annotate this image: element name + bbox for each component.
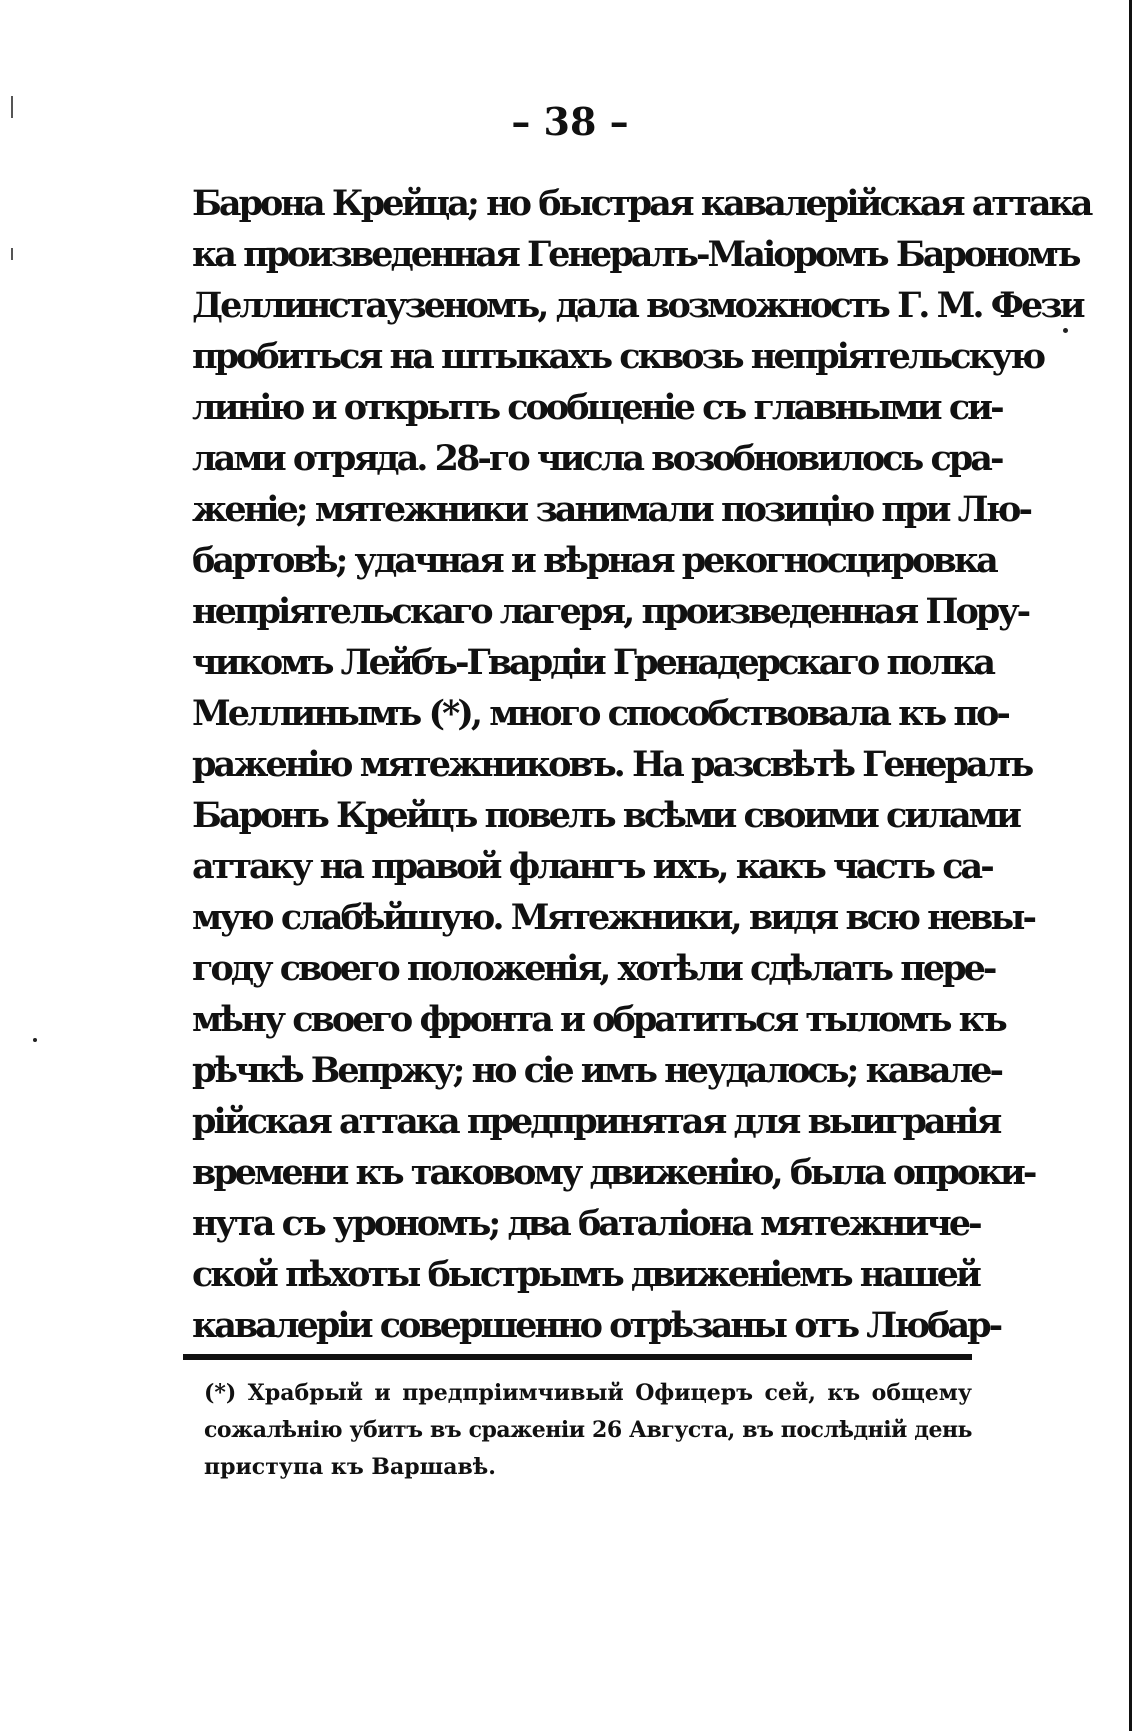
footnote-line: (*) Храбрый и предпріимчивый Офицеръ сей, къ общему: [204, 1380, 972, 1406]
text-line: бартовѣ; удачная и вѣрная рекогносцировка: [192, 540, 996, 581]
margin-mark: [11, 248, 13, 260]
text-line: ской пѣхоты быстрымъ движеніемъ нашей: [192, 1254, 979, 1295]
text-line: нута съ урономъ; два баталіона мятежниче-: [192, 1203, 980, 1244]
text-line: пробиться на штыкахъ сквозь непріятельскую: [192, 336, 1044, 377]
text-line: году своего положенія, хотѣли сдѣлать пере-: [192, 948, 995, 989]
ink-speck: [33, 1038, 37, 1042]
text-line: лами отряда. 28-го числа возобновилось сра-: [192, 438, 1002, 479]
text-line: непріятельскаго лагеря, произведенная Пору-: [192, 591, 1029, 632]
text-line: кавалеріи совершенно отрѣзаны отъ Любар-: [192, 1305, 1001, 1346]
text-line: Деллинстаузеномъ, дала возможность Г. М. Фези: [192, 285, 1083, 326]
page-number: – 38 –: [511, 99, 629, 144]
text-line: женіе; мятежники занимали позицію при Лю-: [192, 489, 1031, 530]
text-line: раженію мятежниковъ. На разсвѣтѣ Генералъ: [192, 744, 1032, 785]
text-line: Меллинымъ (*), много способствовала къ по-: [192, 693, 1008, 734]
text-line: линію и открыть сообщеніе съ главными си-: [192, 387, 1002, 428]
footnote-separator: [183, 1354, 972, 1360]
footnote: [204, 1375, 972, 1486]
ink-speck: [1063, 328, 1068, 333]
text-line: Барона Крейца; но быстрая кавалерійская аттака: [192, 183, 1091, 224]
text-line: рѣчкѣ Вепржу; но сіе имъ неудалось; кавале-: [192, 1050, 1002, 1091]
text-line: рійская аттака предпринятая для выигранія: [192, 1101, 1000, 1142]
text-line: ка произведенная Генералъ-Маіоромъ Барономъ: [192, 234, 1079, 275]
body-text: [192, 178, 1091, 1351]
text-line: мѣну своего фронта и обратиться тыломъ къ: [192, 999, 1005, 1040]
text-line: чикомъ Лейбъ-Гвардіи Гренадерскаго полка: [192, 642, 994, 683]
footnote-line: сожалѣнію убитъ въ сраженіи 26 Августа, въ послѣдній день: [204, 1417, 972, 1443]
footnote-line: приступа къ Варшавѣ.: [204, 1454, 496, 1480]
text-line: мую слабѣйшую. Мятежники, видя всю невы-: [192, 897, 1034, 938]
page-edge-shadow: [1129, 0, 1132, 1731]
text-line: Баронъ Крейцъ повелъ всѣми своими силами: [192, 795, 1019, 836]
text-line: времени къ таковому движенію, была опроки-: [192, 1152, 1035, 1193]
text-line: аттаку на правой флангъ ихъ, какъ часть са-: [192, 846, 992, 887]
